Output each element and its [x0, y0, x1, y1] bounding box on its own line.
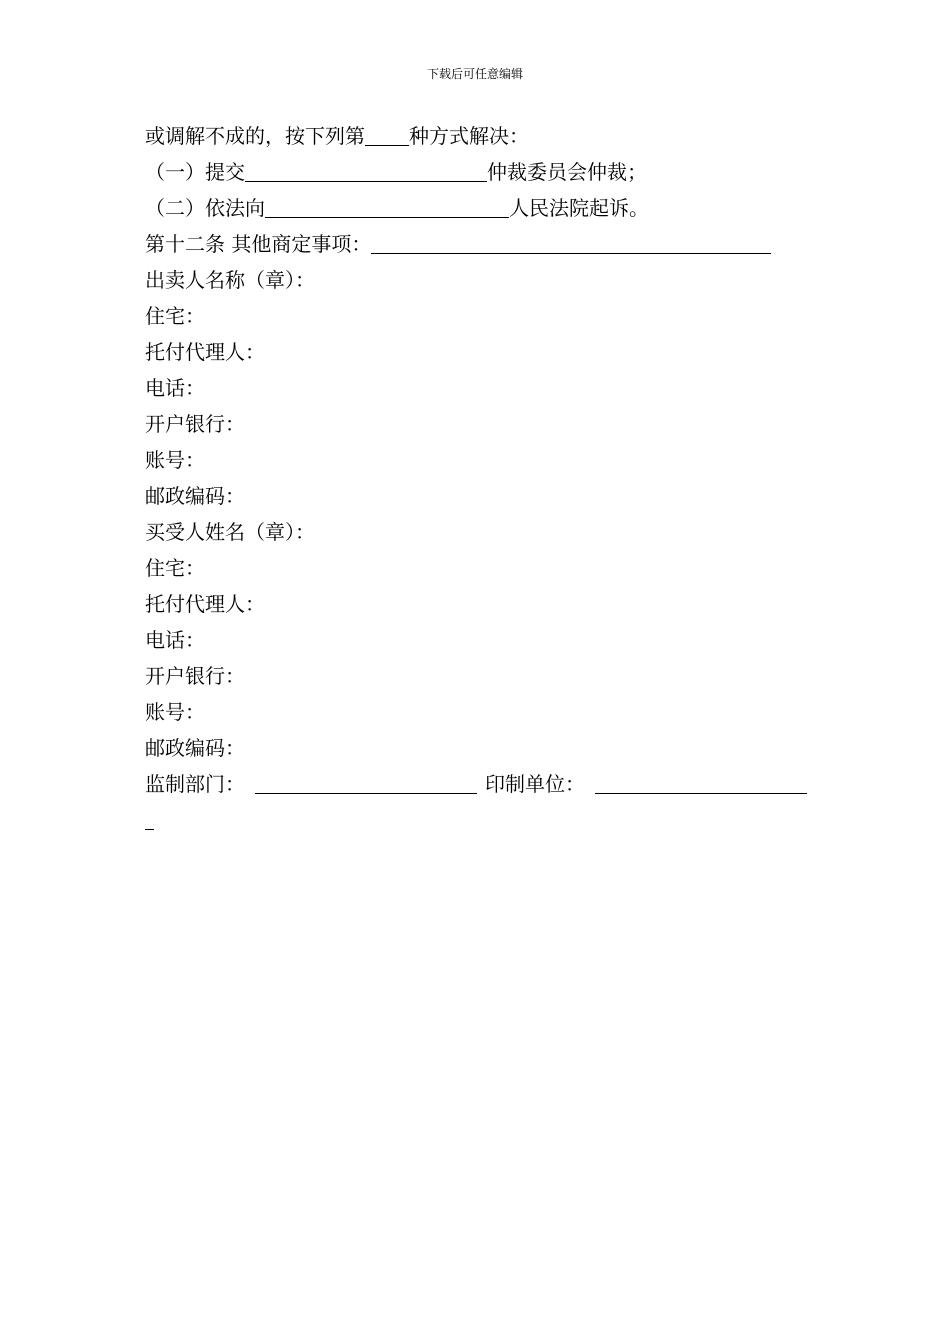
buyer-postcode-line: 邮政编码：: [145, 736, 245, 760]
other-matters-blank: [371, 229, 771, 254]
buyer-agent-line: 托付代理人：: [145, 592, 265, 616]
trailing-blank: [145, 805, 154, 830]
supervisor-printer-line: [145, 766, 815, 802]
seller-name-line: 出卖人名称（章）：: [145, 268, 315, 292]
arbitration-line: [145, 154, 815, 190]
seller-account-line: 账号：: [145, 448, 205, 472]
arbitration-text-end: 仲裁委员会仲裁；: [487, 160, 647, 184]
buyer-address-line: 住宅：: [145, 556, 205, 580]
buyer-account-line: 账号：: [145, 700, 205, 724]
dispute-text-end: 种方式解决：: [409, 124, 529, 148]
arbitration-committee-blank: [245, 157, 487, 182]
trailing-blank-line: [145, 802, 815, 838]
buyer-phone-line: 电话：: [145, 628, 205, 652]
other-matters-line: [145, 226, 815, 262]
contract-body: [145, 118, 815, 838]
seller-address-line: 住宅：: [145, 304, 205, 328]
page-header: 下载后可任意编辑: [426, 67, 523, 81]
buyer-name-line: 买受人姓名（章）：: [145, 520, 315, 544]
supervisor-label: 监制部门：: [145, 772, 245, 796]
arbitration-text-start: （一）提交: [145, 160, 245, 184]
other-matters-label: 第十二条 其他商定事项：: [145, 232, 372, 256]
seller-phone-line: 电话：: [145, 376, 205, 400]
court-name-blank: [265, 193, 509, 218]
seller-postcode-line: 邮政编码：: [145, 484, 245, 508]
method-number-blank: [365, 121, 409, 146]
seller-agent-line: 托付代理人：: [145, 340, 265, 364]
dispute-text-start: 或调解不成的，按下列第: [145, 124, 365, 148]
printer-label: 印制单位：: [485, 772, 585, 796]
dispute-resolution-line: [145, 118, 815, 154]
court-line: [145, 190, 815, 226]
supervisor-blank: [255, 769, 477, 794]
court-text-end: 人民法院起诉。: [509, 196, 649, 220]
printer-blank: [595, 769, 807, 794]
buyer-bank-line: 开户银行：: [145, 664, 245, 688]
seller-bank-line: 开户银行：: [145, 412, 245, 436]
court-text-start: （二）依法向: [145, 196, 265, 220]
